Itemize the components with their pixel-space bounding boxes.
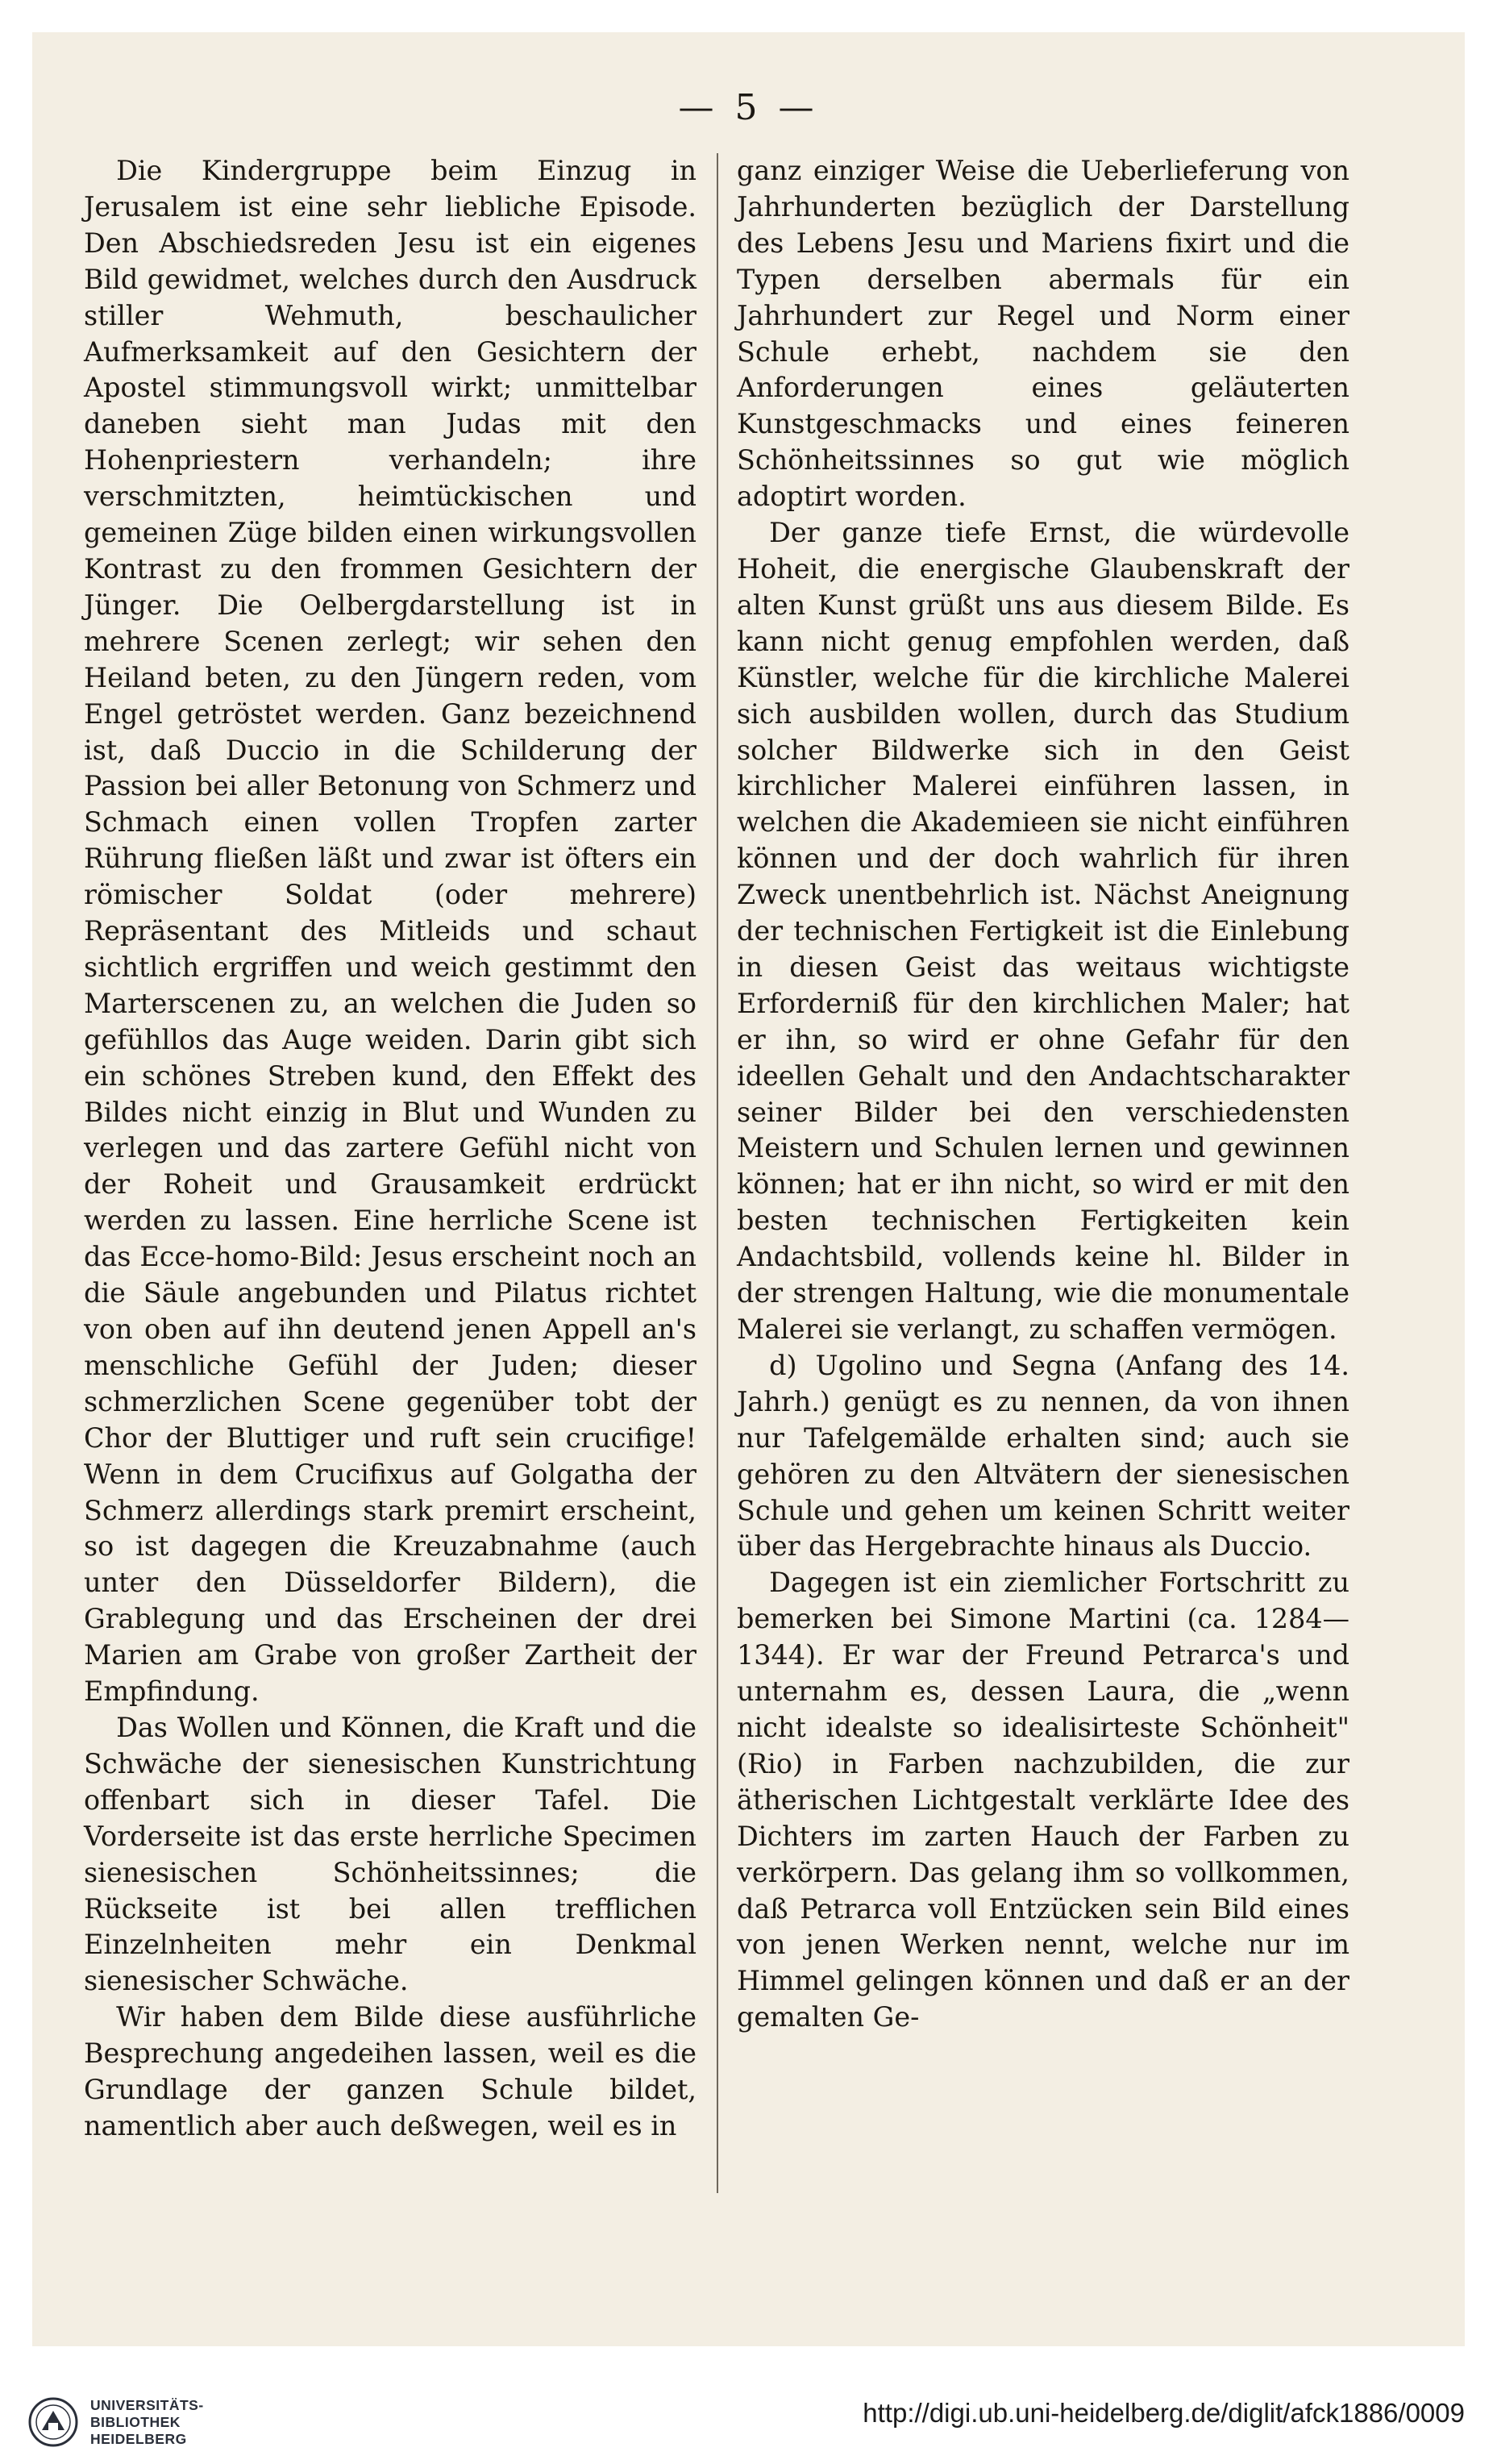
right-paragraph-4: Dagegen ist ein ziemlicher Fortschritt zu bemerken bei Simone Martini (ca. 1284—1344). Er war der Freund Petrarca's und unternahm es, dessen Laura, die „wenn nicht idealste so idealisirteste Schönheit" (Rio) in Farben nachzubilden, die zur ätherischen Lichtgestalt verklärte Idee des Dichters im zarten Hauch der Farben zu verkörpern. Das gelang ihm so vollkommen, daß Petrarca voll Entzücken sein Bild eines von jenen Werken nennt, welche nur im Himmel gelingen können und daß er an der gemalten Ge- [737,1567,1349,2033]
left-paragraph-3: Wir haben dem Bilde diese ausführliche Besprechung angedeihen lassen, weil es die Grundlage der ganzen Schule bildet, namentlich aber auch deßwegen, weil es in [84,2001,697,2141]
column-divider [717,153,718,2193]
left-paragraph-2: Das Wollen und Können, die Kraft und die Schwäche der sienesischen Kunstrichtung offenbart sich in dieser Tafel. Die Vorderseite ist das erste herrliche Specimen sienesischen Schönheitssinnes; die Rückseite ist bei allen trefflichen Einzelnheiten mehr ein Denkmal sienesischer Schwäche. [84,1711,697,1997]
library-name-line-3: HEIDELBERG [90,2431,187,2447]
library-name-line-2: BIBLIOTHEK [90,2414,181,2430]
right-column [737,153,1349,2036]
source-url-link[interactable]: http://digi.ub.uni-heidelberg.de/diglit/afck1886/0009 [863,2398,1465,2428]
right-paragraph-3: d) Ugolino und Segna (Anfang des 14. Jahrh.) genügt es zu nennen, da von ihnen nur Tafelgemälde erhalten sind; auch sie gehören zu den Altvätern der sienesischen Schule und gehen um keinen Schritt weiter über das Hergebrachte hinaus als Duccio. [737,1349,1349,1563]
library-name-line-1: UNIVERSITÄTS- [90,2397,204,2413]
library-name [90,2397,204,2448]
right-paragraph-1: ganz einziger Weise die Ueberlieferung von Jahrhunderten bezüglich der Darstellung des Lebens Jesu und Mariens fixirt und die Typen derselben abermals für ein Jahrhundert zur Regel und Norm einer Schule erhebt, nachdem sie den Anforderungen eines geläuterten Kunstgeschmacks und eines feineren Schönheitssinnes so gut wie möglich adoptirt worden. [737,155,1349,513]
right-paragraph-2: Der ganze tiefe Ernst, die würdevolle Hoheit, die energische Glaubenskraft der alten Kunst grüßt uns aus diesem Bilde. Es kann nicht genug empfohlen werden, daß Künstler, welche für die kirchliche Malerei sich ausbilden wollen, durch das Studium solcher Bildwerke sich in den Geist kirchlicher Malerei einführen lassen, in welchen die Akademieen sie nicht einführen können und der doch wahrlich für ihren Zweck unentbehrlich ist. Nächst Aneignung der technischen Fertigkeit ist die Einlebung in diesen Geist das weitaus wichtigste Erforderniß für den kirchlichen Maler; hat er ihn, so wird er ohne Gefahr für den ideellen Gehalt und den Andachtscharakter seiner Bilder bei den verschiedensten Meistern und Schulen lernen und gewinnen können; hat er ihn nicht, so wird er mit den besten technischen Fertigkeiten kein Andachtsbild, vollends keine hl. Bilder in der strengen Haltung, wie die monumentale Malerei sie verlangt, zu schaffen vermögen. [737,517,1349,1345]
left-paragraph-1: Die Kindergruppe beim Einzug in Jerusalem ist eine sehr liebliche Episode. Den Abschiedsreden Jesu ist ein eigenes Bild gewidmet, welches durch den Ausdruck stiller Wehmuth, beschaulicher Aufmerksamkeit auf den Gesichtern der Apostel stimmungsvoll wirkt; unmittelbar daneben sieht man Judas mit den Hohenpriestern verhandeln; ihre verschmitzten, heimtückischen und gemeinen Züge bilden einen wirkungsvollen Kontrast zu den frommen Gesichtern der Jünger. Die Oelbergdarstellung ist in mehrere Scenen zerlegt; wir sehen den Heiland beten, zu den Jüngern reden, vom Engel getröstet werden. Ganz bezeichnend ist, daß Duccio in die Schilderung der Passion bei aller Betonung von Schmerz und Schmach einen vollen Tropfen zarter Rührung fließen läßt und zwar ist öfters ein römischer Soldat (oder mehrere) Repräsentant des Mitleids und schaut sichtlich ergriffen und weich gestimmt den Marterscenen zu, an welchen die Juden so gefühllos das Auge weiden. Darin gibt sich ein schönes Streben kund, den Effekt des Bildes nicht einzig in Blut und Wunden zu verlegen und das zartere Gefühl nicht von der Roheit und Grausamkeit erdrückt werden zu lassen. Eine herrliche Scene ist das Ecce-homo-Bild: Jesus erscheint noch an die Säule angebunden und Pilatus richtet von oben auf ihn deutend jenen Appell an's menschliche Gefühl der Juden; dieser schmerzlichen Scene gegenüber tobt der Chor der Bluttiger und ruft sein crucifige! Wenn in dem Crucifixus auf Golgatha der Schmerz allerdings stark premirt erscheint, so ist dagegen die Kreuzabnahme (auch unter den Düsseldorfer Bildern), die Grablegung und das Erscheinen der drei Marien am Grabe von großer Zartheit der Empfindung. [84,155,697,1708]
library-seal-icon [27,2396,79,2448]
page-number: — 5 — [678,87,819,128]
left-column [84,153,697,2145]
